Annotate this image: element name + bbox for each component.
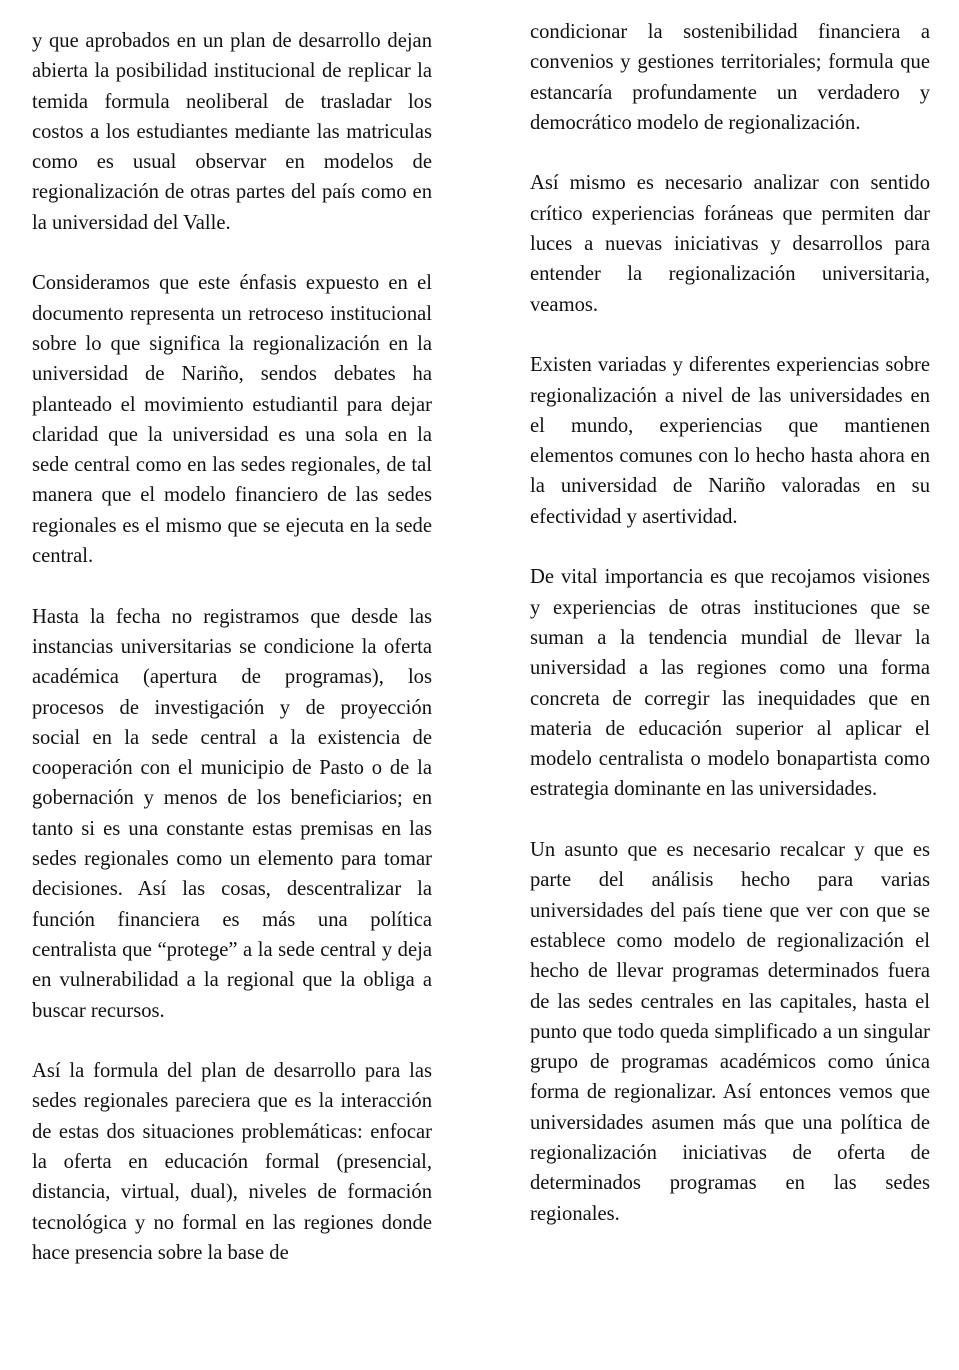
right-column xyxy=(530,17,930,1229)
paragraph: y que aprobados en un plan de desarrollo dejan abierta la posibilidad institucional de replicar la temida formula neoliberal de trasladar los costos a los estudiantes mediante las matriculas como es usual observar en modelos de regionalización de otras partes del país como en la universidad del Valle. xyxy=(32,30,432,234)
left-column xyxy=(32,26,432,1268)
paragraph: Consideramos que este énfasis expuesto en el documento representa un retroceso institucional sobre lo que significa la regionalización en la universidad de Nariño, sendos debates ha planteado el movimiento estudiantil para dejar claridad que la universidad es una sola en la sede central como en las sedes regionales, de tal manera que el modelo financiero de las sedes regionales es el mismo que se ejecuta en la sede central. xyxy=(32,272,432,568)
paragraph: Un asunto que es necesario recalcar y que es parte del análisis hecho para varias universidades del país tiene que ver con que se establece como modelo de regionalización el hecho de llevar programas determinados fuera de las sedes centrales en las capitales, hasta el punto que todo queda simplificado a un singular grupo de programas académicos como única forma de regionalizar. Así entonces vemos que universidades asumen más que una política de regionalización iniciativas de oferta de determinados programas en las sedes regionales. xyxy=(530,839,930,1225)
paragraph: condicionar la sostenibilidad financiera a convenios y gestiones territoriales; formula que estancaría profundamente un verdadero y democrático modelo de regionalización. xyxy=(530,21,930,134)
paragraph: Así la formula del plan de desarrollo para las sedes regionales pareciera que es la interacción de estas dos situaciones problemáticas: enfocar la oferta en educación formal (presencial, distancia, virtual, dual), niveles de formación tecnológica y no formal en las regiones donde hace presencia sobre la base de xyxy=(32,1060,432,1264)
paragraph: Existen variadas y diferentes experiencias sobre regionalización a nivel de las universidades en el mundo, experiencias que mantienen elementos comunes con lo hecho hasta ahora en la universidad de Nariño valoradas en su efectividad y asertividad. xyxy=(530,354,930,528)
paragraph: De vital importancia es que recojamos visiones y experiencias de otras instituciones que se suman a la tendencia mundial de llevar la universidad a las regiones como una forma concreta de corregir las inequidades que en materia de educación superior al aplicar el modelo centralista o modelo bonapartista como estrategia dominante en las universidades. xyxy=(530,566,930,801)
paragraph: Hasta la fecha no registramos que desde las instancias universitarias se condicione la oferta académica (apertura de programas), los procesos de investigación y de proyección social en la sede central a la existencia de cooperación con el municipio de Pasto o de la gobernación y menos de los beneficiarios; en tanto si es una constante estas premisas en las sedes regionales como un elemento para tomar decisiones. Así las cosas, descentralizar la función financiera es más una política centralista que “protege” a la sede central y deja en vulnerabilidad a la regional que la obliga a buscar recursos. xyxy=(32,605,432,1022)
paragraph: Así mismo es necesario analizar con sentido crítico experiencias foráneas que permiten dar luces a nuevas iniciativas y desarrollos para entender la regionalización universitaria, veamos. xyxy=(530,172,930,316)
